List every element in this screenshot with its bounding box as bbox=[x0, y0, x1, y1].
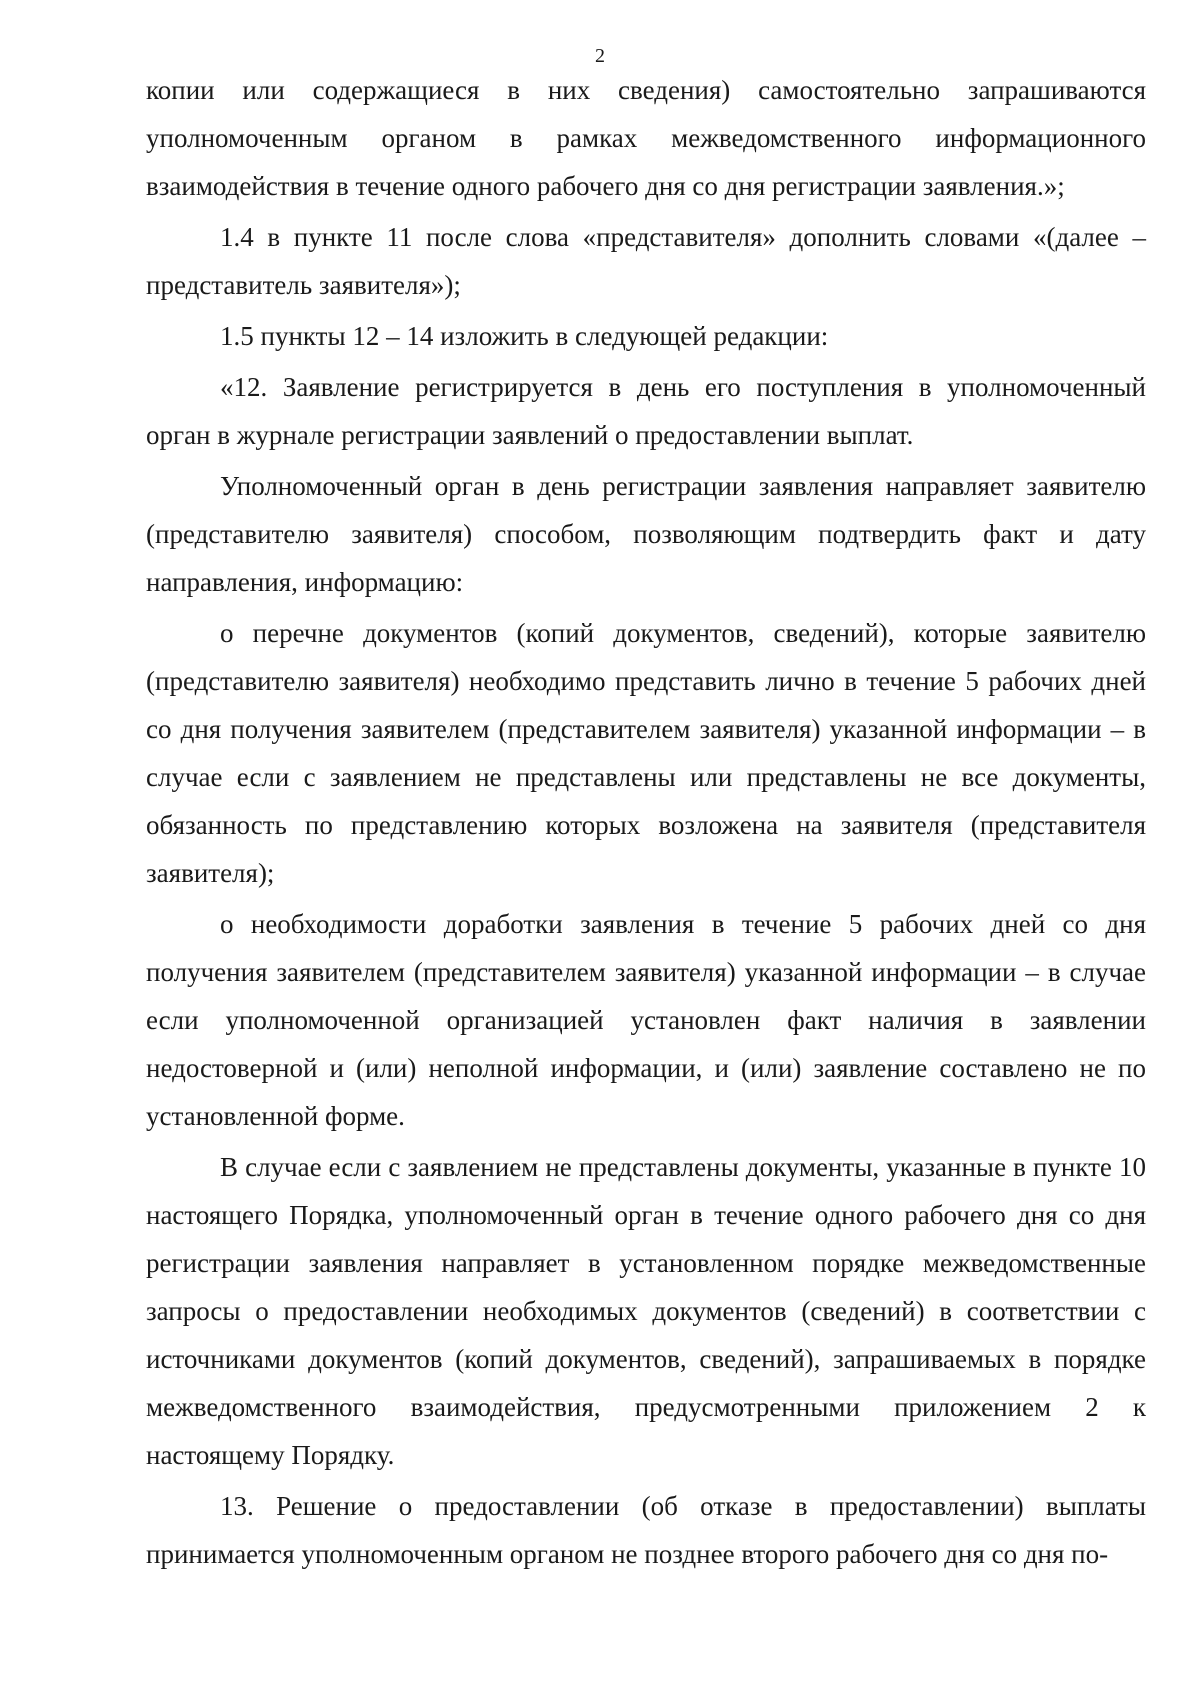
paragraph: о необходимости доработки заявления в течение 5 рабочих дней со дня получения заявителем (представителем заявителя) указанной информации – в случае если уполномоченной организацией установлен факт наличия в заявлении недостоверной и (или) неполной информации, и (или) заявление составлено не по установленной форме. bbox=[146, 909, 1146, 1131]
paragraph: 1.4 в пункте 11 после слова «представителя» дополнить словами «(далее – представитель заявителя»); bbox=[146, 222, 1146, 300]
document-body bbox=[146, 66, 1146, 1578]
page-number: 2 bbox=[595, 45, 605, 67]
paragraph: копии или содержащиеся в них сведения) самостоятельно запрашиваются уполномоченным органом в рамках межведомственного информационного взаимодействия в течение одного рабочего дня со дня регистрации заявления.»; bbox=[146, 75, 1146, 201]
paragraph: о перечне документов (копий документов, сведений), которые заявителю (представителю заявителя) необходимо представить лично в течение 5 рабочих дней со дня получения заявителем (представителем заявителя) указанной информации – в случае если с заявлением не представлены или представлены не все документы, обязанность по представлению которых возложена на заявителя (представителя заявителя); bbox=[146, 618, 1146, 888]
paragraph: 1.5 пункты 12 – 14 изложить в следующей редакции: bbox=[220, 321, 829, 351]
paragraph: Уполномоченный орган в день регистрации заявления направляет заявителю (представителю заявителя) способом, позволяющим подтвердить факт и дату направления, информацию: bbox=[146, 471, 1146, 597]
paragraph: «12. Заявление регистрируется в день его поступления в уполномоченный орган в журнале регистрации заявлений о предоставлении выплат. bbox=[146, 372, 1146, 450]
paragraph: В случае если с заявлением не представлены документы, указанные в пункте 10 настоящего Порядка, уполномоченный орган в течение одного рабочего дня со дня регистрации заявления направляет в установленном порядке межведомственные запросы о предоставлении необходимых документов (сведений) в соответствии с источниками документов (копий документов, сведений), запрашиваемых в порядке межведомственного взаимодействия, предусмотренными приложением 2 к настоящему Порядку. bbox=[146, 1152, 1146, 1470]
paragraph: 13. Решение о предоставлении (об отказе в предоставлении) выплаты принимается уполномоченным органом не позднее второго рабочего дня со дня по- bbox=[146, 1491, 1146, 1569]
